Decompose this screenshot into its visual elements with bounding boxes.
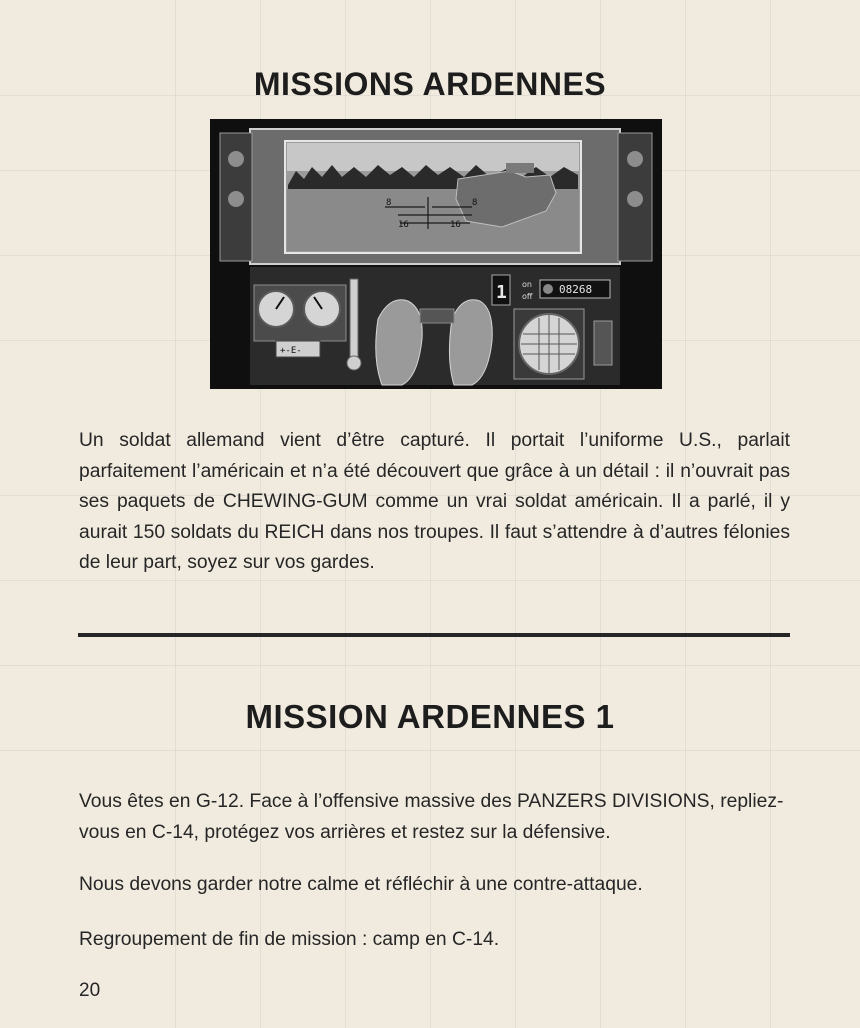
hud-number: 16 [398, 220, 409, 230]
mission-paragraph: Vous êtes en G-12. Face à l’offensive massive des PANZERS DIVISIONS, repliez-vous en C-14, protégez vos arrières et restez sur la défensive. [79, 791, 784, 843]
hud-number: 16 [450, 220, 461, 230]
section-divider [78, 633, 790, 637]
page-title: MISSIONS ARDENNES [253, 66, 607, 102]
mission-paragraph: Nous devons garder notre calme et réfléchir à une contre-attaque. [79, 874, 643, 895]
intro-paragraph: Un soldat allemand vient d’être capturé. Il portait l’uniforme U.S., parlait parfaitement l’américain et n’a été découvert que grâce à un détail : il n’ouvrait pas ses paquets de CHEWING-GUM comme un vrai soldat américain. Il a parlé, il y aurait 150 soldats du REICH dans nos troupes. Il faut s’attendre à d’autres félonies de leur part, soyez sur vos gardes. [79, 430, 790, 573]
game-screenshot [210, 119, 662, 389]
page-number: 20 [79, 980, 101, 1001]
gauge-plate-label: +-E- [280, 346, 302, 356]
score-counter: 08268 [559, 283, 593, 296]
switch-label-off: off [522, 292, 533, 301]
switch-label-on: on [522, 280, 532, 289]
gear-indicator: 1 [496, 282, 507, 303]
hud-number: 8 [472, 198, 478, 208]
hud-number: 8 [386, 198, 392, 208]
mission-paragraph: Regroupement de fin de mission : camp en C-14. [79, 929, 500, 950]
mission-title: MISSION ARDENNES 1 [245, 698, 615, 735]
